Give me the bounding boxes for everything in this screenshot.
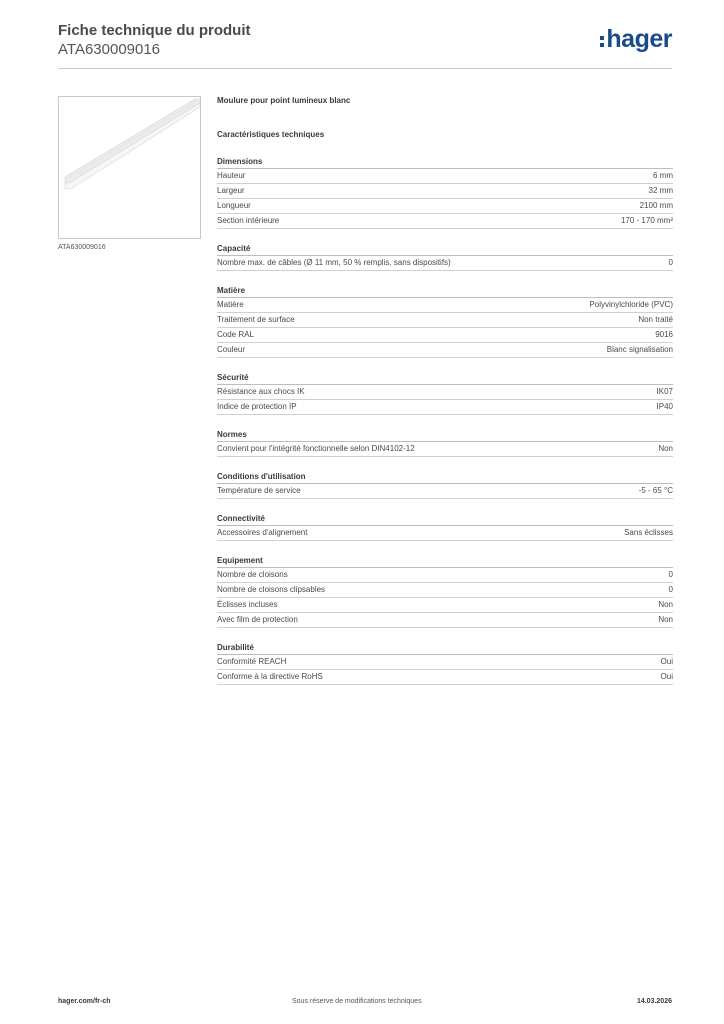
spec-row <box>217 328 673 343</box>
spec-row <box>217 199 673 214</box>
page-header <box>58 22 672 70</box>
spec-label: Nombre max. de câbles (Ø 11 mm, 50 % remplis, sans dispositifs) <box>217 258 451 267</box>
spec-section <box>217 429 673 457</box>
spec-label: Résistance aux chocs IK <box>217 387 305 396</box>
spec-value: 0 <box>668 258 673 267</box>
spec-row <box>217 184 673 199</box>
spec-section <box>217 513 673 541</box>
logo-colon-icon <box>600 36 604 47</box>
spec-row <box>217 442 673 457</box>
spec-label: Convient pour l'intégrité fonctionnelle selon DIN4102-12 <box>217 444 415 453</box>
spec-label: Indice de protection IP <box>217 402 297 411</box>
section-title: Normes <box>217 429 673 442</box>
spec-value: 2100 mm <box>639 201 673 210</box>
spec-value: Sans éclisses <box>624 528 673 537</box>
spec-value: IP40 <box>656 402 673 411</box>
spec-row <box>217 526 673 541</box>
spec-row <box>217 568 673 583</box>
section-title: Conditions d'utilisation <box>217 471 673 484</box>
spec-section <box>217 555 673 628</box>
spec-row <box>217 214 673 229</box>
spec-section <box>217 156 673 229</box>
spec-value: Non <box>658 600 673 609</box>
product-reference: ATA630009016 <box>58 41 161 58</box>
spec-value: Non <box>658 444 673 453</box>
section-title: Durabilité <box>217 642 673 655</box>
spec-label: Traitement de surface <box>217 315 295 324</box>
spec-section <box>217 471 673 499</box>
spec-row <box>217 613 673 628</box>
section-title: Connectivité <box>217 513 673 526</box>
spec-value: Non traité <box>638 315 673 324</box>
spec-row <box>217 583 673 598</box>
spec-value: 9016 <box>655 330 673 339</box>
spec-label: Hauteur <box>217 171 246 180</box>
spec-section <box>217 642 673 685</box>
spec-section <box>217 285 673 358</box>
spec-label: Largeur <box>217 186 245 195</box>
spec-row <box>217 670 673 685</box>
section-title: Equipement <box>217 555 673 568</box>
spec-label: Nombre de cloisons <box>217 570 288 579</box>
spec-label: Éclisses incluses <box>217 600 278 609</box>
spec-row <box>217 484 673 499</box>
spec-label: Nombre de cloisons clipsables <box>217 585 326 594</box>
spec-label: Conforme à la directive RoHS <box>217 672 323 681</box>
product-name: Moulure pour point lumineux blanc <box>217 96 351 105</box>
spec-label: Conformité REACH <box>217 657 287 666</box>
spec-value: Non <box>658 615 673 624</box>
spec-value: -5 - 65 °C <box>638 486 673 495</box>
tech-specs-heading: Caractéristiques techniques <box>217 130 325 139</box>
product-image <box>58 96 201 239</box>
spec-section <box>217 372 673 415</box>
spec-label: Accessoires d'alignement <box>217 528 308 537</box>
spec-value: 0 <box>668 570 673 579</box>
spec-value: IK07 <box>656 387 673 396</box>
spec-row <box>217 655 673 670</box>
hager-logo <box>600 26 672 52</box>
section-title: Dimensions <box>217 156 673 169</box>
spec-value: Oui <box>660 657 673 666</box>
spec-row <box>217 313 673 328</box>
footer-website-link[interactable]: hager.com/fr-ch <box>58 998 111 1005</box>
spec-row <box>217 298 673 313</box>
spec-label: Code RAL <box>217 330 254 339</box>
section-title: Matière <box>217 285 673 298</box>
spec-label: Matière <box>217 300 244 309</box>
image-caption: ATA630009016 <box>58 244 106 251</box>
spec-value: 0 <box>668 585 673 594</box>
spec-row <box>217 343 673 358</box>
spec-value: Polyvinylchloride (PVC) <box>589 300 673 309</box>
spec-value: 32 mm <box>648 186 673 195</box>
section-title: Sécurité <box>217 372 673 385</box>
spec-label: Couleur <box>217 345 246 354</box>
logo-text: hager <box>606 25 672 53</box>
spec-section <box>217 243 673 271</box>
spec-row <box>217 598 673 613</box>
document-title: Fiche technique du produit <box>58 22 251 39</box>
spec-row <box>217 400 673 415</box>
molding-strip-illustration <box>59 97 200 238</box>
spec-label: Avec film de protection <box>217 615 298 624</box>
spec-value: 6 mm <box>653 171 673 180</box>
spec-row <box>217 256 673 271</box>
footer-disclaimer: Sous réserve de modifications techniques <box>292 998 422 1005</box>
section-title: Capacité <box>217 243 673 256</box>
spec-row <box>217 385 673 400</box>
spec-label: Longueur <box>217 201 251 210</box>
spec-label: Section intérieure <box>217 216 280 225</box>
header-divider <box>58 68 672 69</box>
spec-label: Température de service <box>217 486 301 495</box>
spec-row <box>217 169 673 184</box>
spec-content <box>217 96 673 685</box>
spec-value: 170 - 170 mm² <box>620 216 673 225</box>
spec-value: Oui <box>660 672 673 681</box>
footer-date: 14.03.2026 <box>636 998 672 1005</box>
spec-sections <box>217 156 673 685</box>
spec-value: Blanc signalisation <box>606 345 673 354</box>
